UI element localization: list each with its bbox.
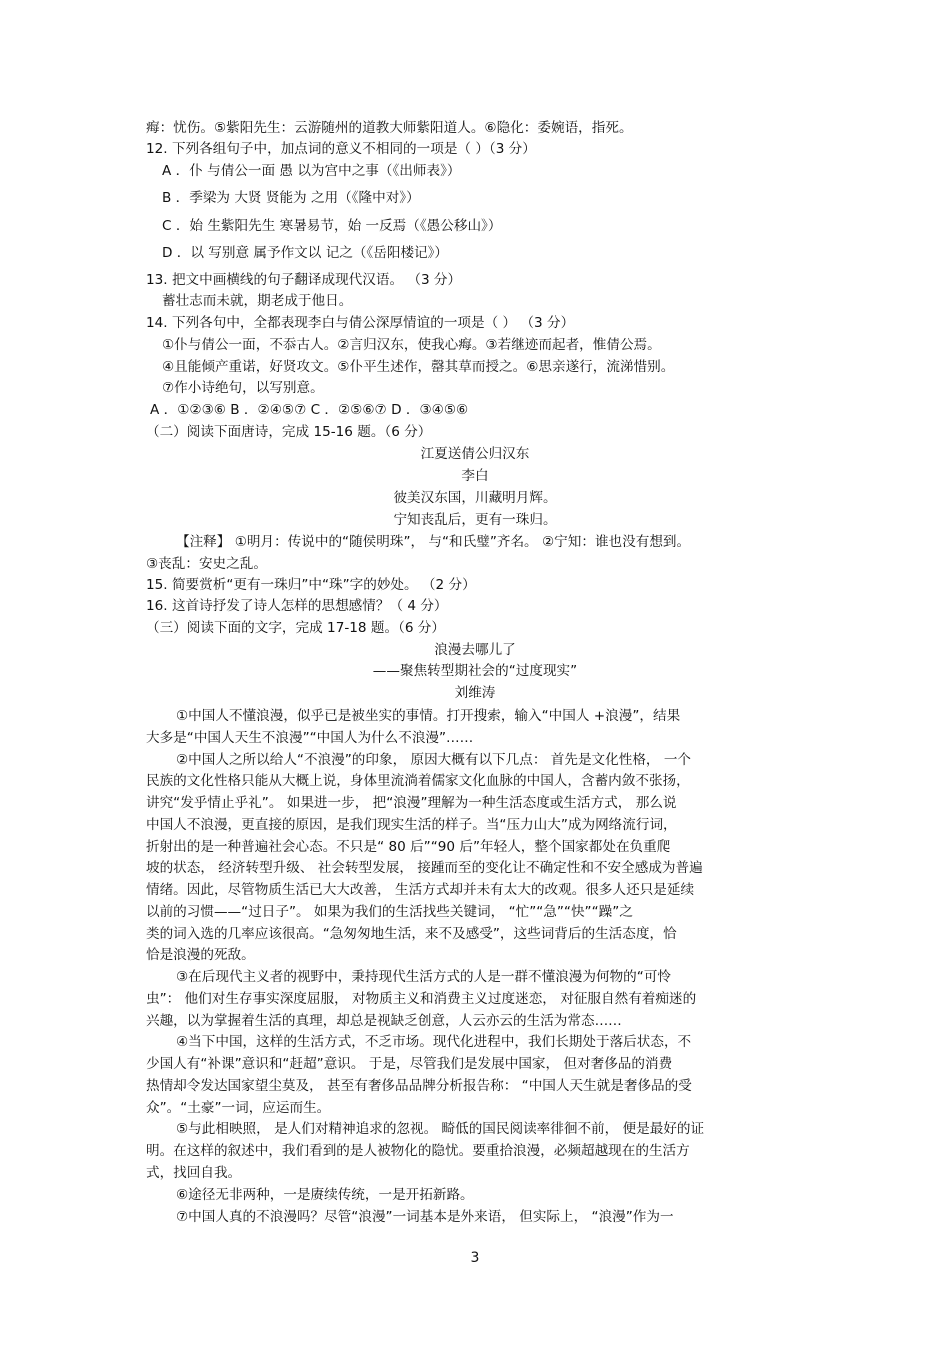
paragraph-line: ④当下中国，这样的生活方式，不乏市场。现代化进程中，我们长期处于落后状态，不 <box>176 1034 692 1050</box>
paragraph-line: 大多是“中国人天生不浪漫”“中国人为什么不浪漫”…… <box>146 730 474 746</box>
section-heading: （二）阅读下面唐诗，完成 15-16 题。（6 分） <box>146 424 432 440</box>
paragraph-line: ①中国人不懂浪漫，似乎已是被坐实的事情。打开搜索，输入“中国人 +浪漫”，结果 <box>176 708 681 724</box>
question-14: 14. 下列各句中，全都表现李白与倩公深厚情谊的一项是（ ） （3 分） <box>146 315 575 331</box>
option-b: B ．季梁为 大贤 贤能为 之用（《隆中对》） <box>162 190 420 206</box>
page-number: 3 <box>470 1250 480 1266</box>
paragraph-line: 恰是浪漫的死敌。 <box>146 947 255 963</box>
paragraph-line: 民族的文化性格只能从大概上说，身体里流淌着儒家文化血脉的中国人，含蓄内敛不张扬， <box>146 773 690 789</box>
paragraph-line: ③在后现代主义者的视野中，秉持现代生活方式的人是一群不懂浪漫为何物的“可怜 <box>176 969 672 985</box>
text-line: ④且能倾产重诺，好贤攻文。⑤仆平生述作，罄其草而授之。⑥思亲遂行，流涕惜别。 <box>162 359 675 375</box>
paragraph-line: ⑥途径无非两种，一是赓续传统，一是开拓新路。 <box>176 1187 474 1203</box>
section-heading: （三）阅读下面的文字，完成 17-18 题。（6 分） <box>146 620 445 636</box>
poem-line: 宁知丧乱后，更有一珠归。 <box>393 512 557 528</box>
paragraph-line: 热情却令发达国家望尘莫及， 甚至有奢侈品品牌分析报告称： “中国人天生就是奢侈品的受 <box>146 1078 692 1094</box>
paragraph-line: 明。在这样的叙述中，我们看到的是人被物化的隐忧。要重拾浪漫，必频超越现在的生活方 <box>146 1143 690 1159</box>
paragraph-line: 兴趣，以为掌握着生活的真理，却总是视缺乏创意，人云亦云的生活为常态…… <box>146 1013 622 1029</box>
question-16: 16. 这首诗抒发了诗人怎样的思想感情？（ 4 分） <box>146 598 448 614</box>
poem-author: 李白 <box>461 468 489 484</box>
paragraph-line: 折射出的是一种普遍社会心态。不只是“ 80 后”“90 后”年轻人，整个国家都处在负重爬 <box>146 839 671 855</box>
text-line: 痗：忧伤。⑤紫阳先生：云游随州的道教大师紫阳道人。⑥隐化：委婉语，指死。 <box>146 120 633 136</box>
annotation: 【注释】 ①明月：传说中的“随侯明珠”， 与“和氏璧”齐名。 ②宁知：谁也没有想到。 <box>176 534 691 550</box>
answer-options: A ．①②③⑥ B ．②④⑤⑦ C ．②⑤⑥⑦ D ．③④⑤⑥ <box>150 402 469 418</box>
paragraph-line: 讲究“发乎情止乎礼”。 如果进一步， 把“浪漫”理解为一种生活态度或生活方式， 那么说 <box>146 795 677 811</box>
text-line: ⑦作小诗绝句，以写别意。 <box>162 380 324 396</box>
article-title: 浪漫去哪儿了 <box>434 642 516 658</box>
question-12: 12. 下列各组句子中，加点词的意义不相同的一项是（ ）（3 分） <box>146 141 536 157</box>
paragraph-line: 坡的状态， 经济转型升级、 社会转型发展， 接踵而至的变化让不确定性和不安全感成为普遍 <box>146 860 703 876</box>
paragraph-line: 众”。“土豪”一词，应运而生。 <box>146 1100 331 1116</box>
text-line: 蓄壮志而未就，期老成于他日。 <box>162 293 353 309</box>
article-author: 刘维涛 <box>454 685 496 701</box>
poem-title: 江夏送倩公归汉东 <box>420 446 530 462</box>
paragraph-line: 情绪。因此，尽管物质生活已大大改善， 生活方式却并未有太大的改观。很多人还只是延续 <box>146 882 695 898</box>
poem-line: 彼美汉东国，川藏明月辉。 <box>393 490 557 506</box>
text-line: ①仆与倩公一面，不忝古人。②言归汉东，使我心痗。③若继迹而起者，惟倩公焉。 <box>162 337 661 353</box>
paragraph-line: 中国人不浪漫，更直接的原因，是我们现实生活的样子。当“压力山大”成为网络流行词， <box>146 817 677 833</box>
question-15: 15. 简要赏析“更有一珠归”中“珠”字的妙处。 （2 分） <box>146 577 476 593</box>
paragraph-line: 以前的习惯——“过日子”。 如果为我们的生活找些关键词， “忙”“急”“快”“躁”之 <box>146 904 633 920</box>
option-d: D ．以 写别意 属予作文以 记之（《岳阳楼记》） <box>162 245 449 261</box>
paragraph-line: 式，找回自我。 <box>146 1165 242 1181</box>
option-a: A ．仆 与倩公一面 愚 以为宫中之事（《出师表》） <box>162 163 461 179</box>
paragraph-line: 虫”： 他们对生存事实深度屈服， 对物质主义和消费主义过度迷恋， 对征服自然有着痴迷的 <box>146 991 697 1007</box>
article-subtitle: ——聚焦转型期社会的“过度现实” <box>372 663 578 679</box>
option-c: C ．始 生紫阳先生 寒暑易节，始 一反焉（《愚公移山》） <box>162 218 502 234</box>
paragraph-line: 类的词入选的几率应该很高。“急匆匆地生活，来不及感受”，这些词背后的生活态度，恰 <box>146 926 677 942</box>
paragraph-line: ⑦中国人真的不浪漫吗？尽管“浪漫”一词基本是外来语， 但实际上， “浪漫”作为一 <box>176 1209 674 1225</box>
paragraph-line: ②中国人之所以给人“不浪漫”的印象， 原因大概有以下几点： 首先是文化性格， 一个 <box>176 752 692 768</box>
paragraph-line: 少国人有“补课”意识和“赶超”意识。 于是，尽管我们是发展中国家， 但对奢侈品的消费 <box>146 1056 673 1072</box>
annotation: ③丧乱：安史之乱。 <box>146 556 267 572</box>
question-13: 13. 把文中画横线的句子翻译成现代汉语。 （3 分） <box>146 272 462 288</box>
paragraph-line: ⑤与此相映照， 是人们对精神追求的忽视。 畸低的国民阅读率徘徊不前， 便是最好的证 <box>176 1121 705 1137</box>
